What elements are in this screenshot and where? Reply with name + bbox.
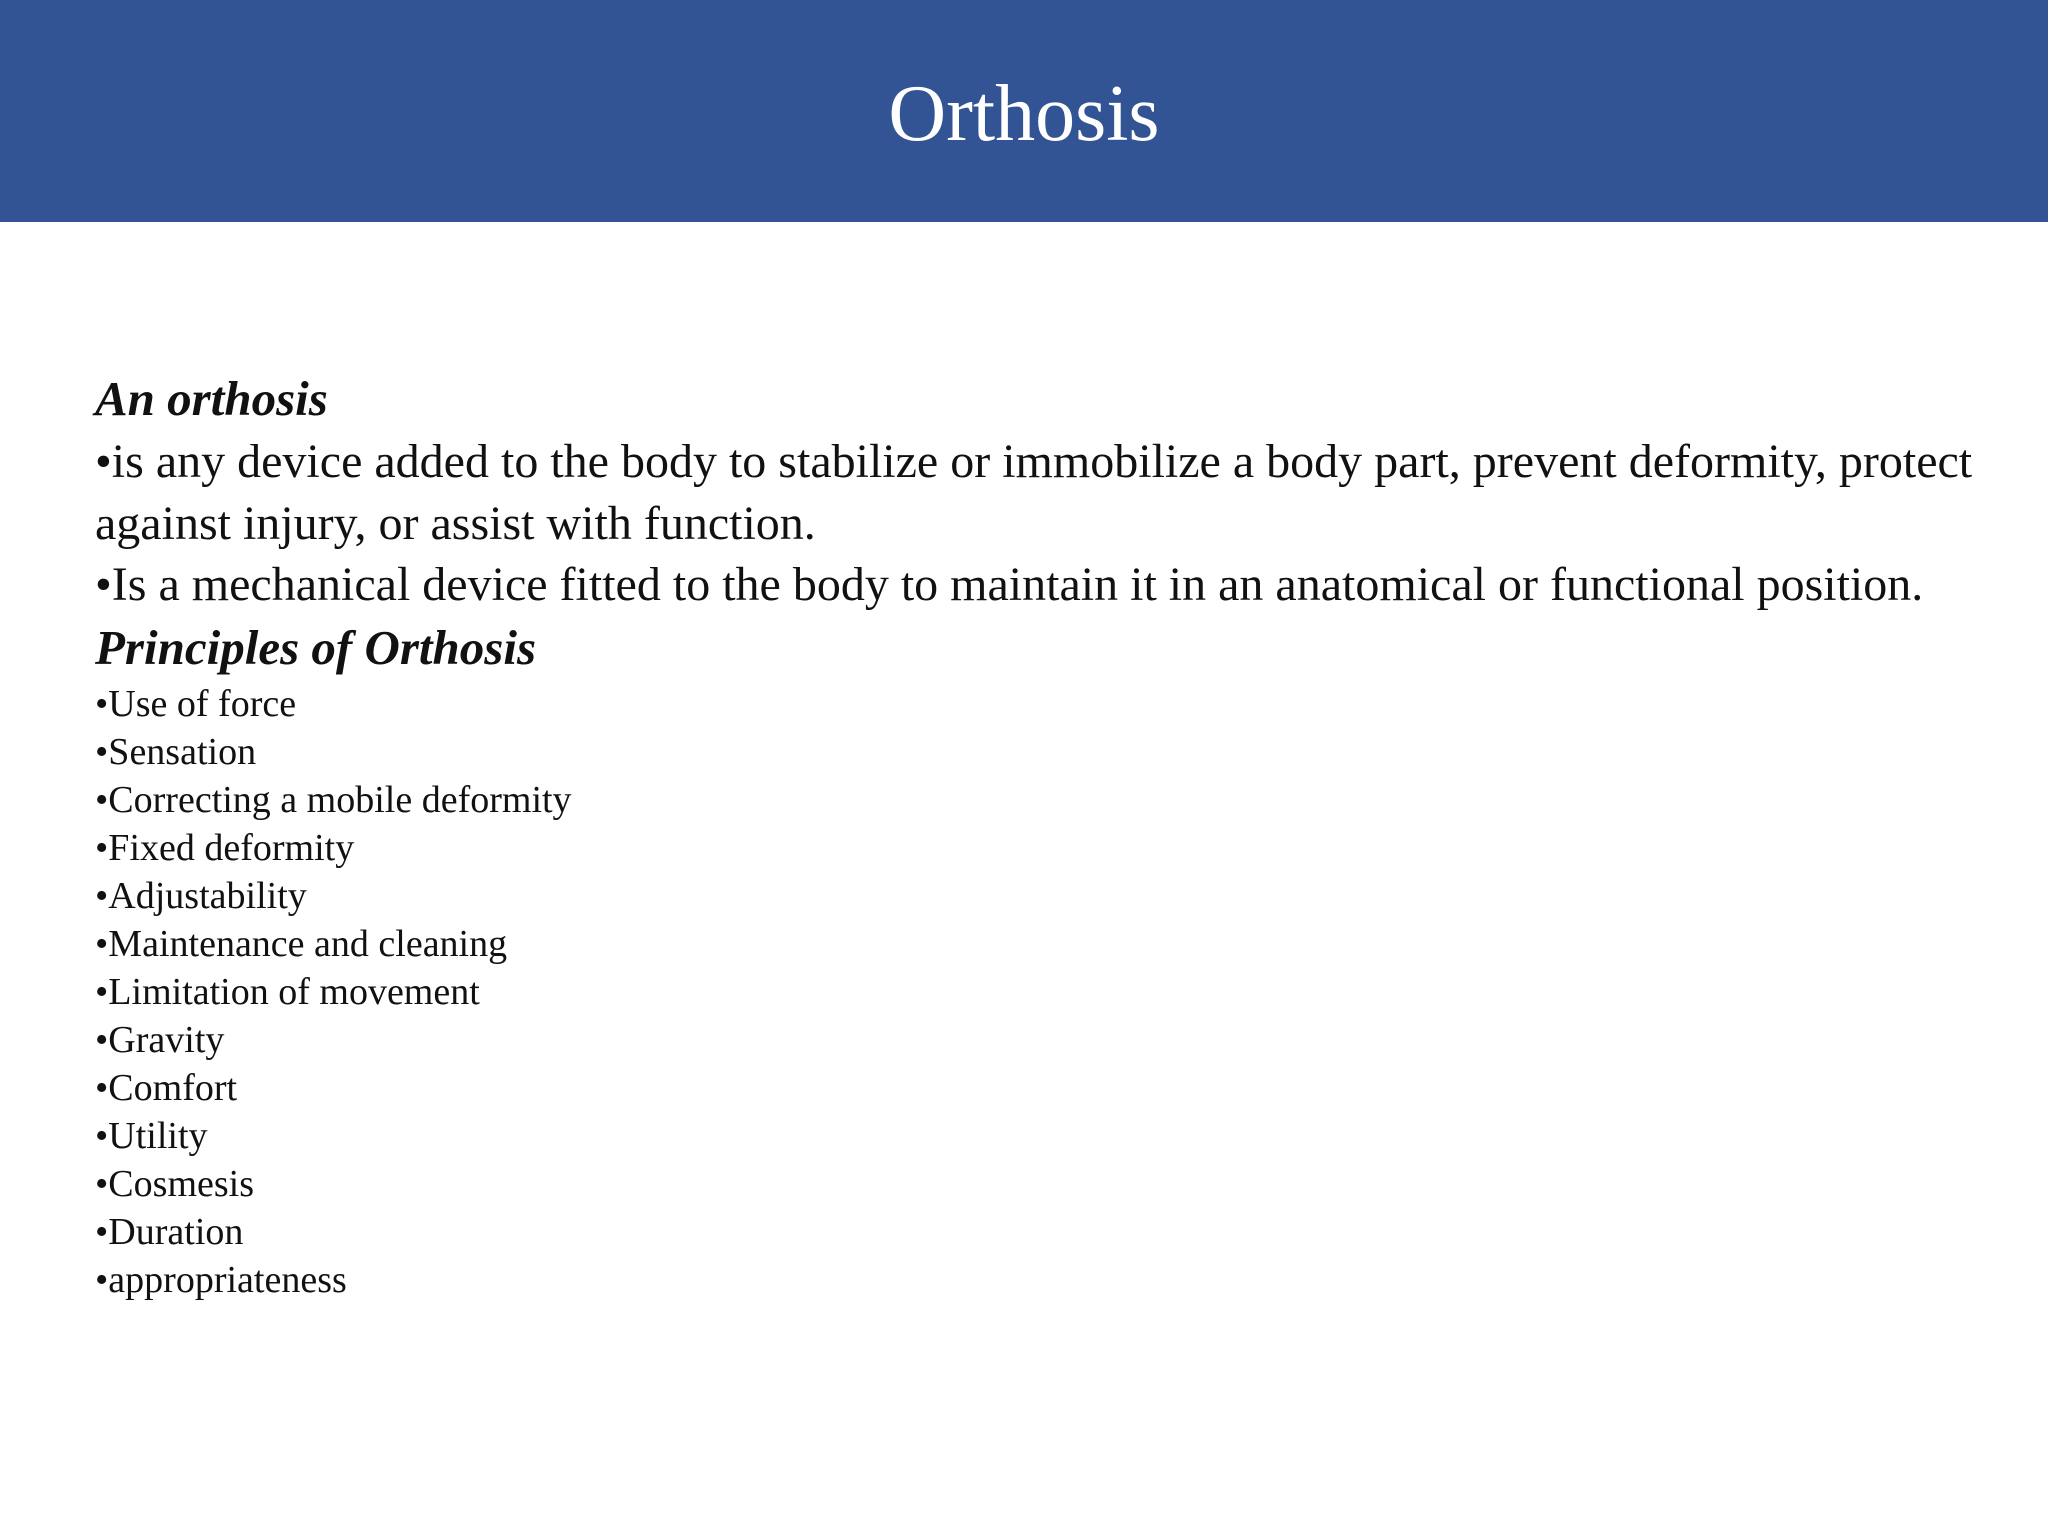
principle-item: •Fixed deformity [95,826,355,869]
principle-item: •Duration [95,1210,244,1253]
principles-heading: Principles of Orthosis [95,619,537,675]
slide-body [95,367,1995,1304]
definition-item: •Is a mechanical device fitted to the body to maintain it in an anatomical or functional position. [95,558,1924,611]
definition-item: •is any device added to the body to stabilize or immobilize a body part, prevent deformity, protect against injury, or assist with function. [95,435,1973,550]
principle-item: •appropriateness [95,1258,347,1301]
definition-list [95,431,1995,616]
principle-item: •Gravity [95,1018,225,1061]
principle-item: •Comfort [95,1066,238,1109]
slide-title: Orthosis [888,70,1160,158]
principle-item: •Limitation of movement [95,970,480,1013]
principle-item: •Correcting a mobile deformity [95,778,572,821]
principle-item: •Cosmesis [95,1162,254,1205]
title-bar [0,0,2048,222]
principle-item: •Use of force [95,682,297,725]
principle-item: •Maintenance and cleaning [95,922,508,965]
principle-item: •Utility [95,1114,208,1157]
definition-heading: An orthosis [95,371,328,426]
principle-item: •Sensation [95,730,257,773]
principles-list [95,680,1995,1304]
principle-item: •Adjustability [95,874,307,917]
